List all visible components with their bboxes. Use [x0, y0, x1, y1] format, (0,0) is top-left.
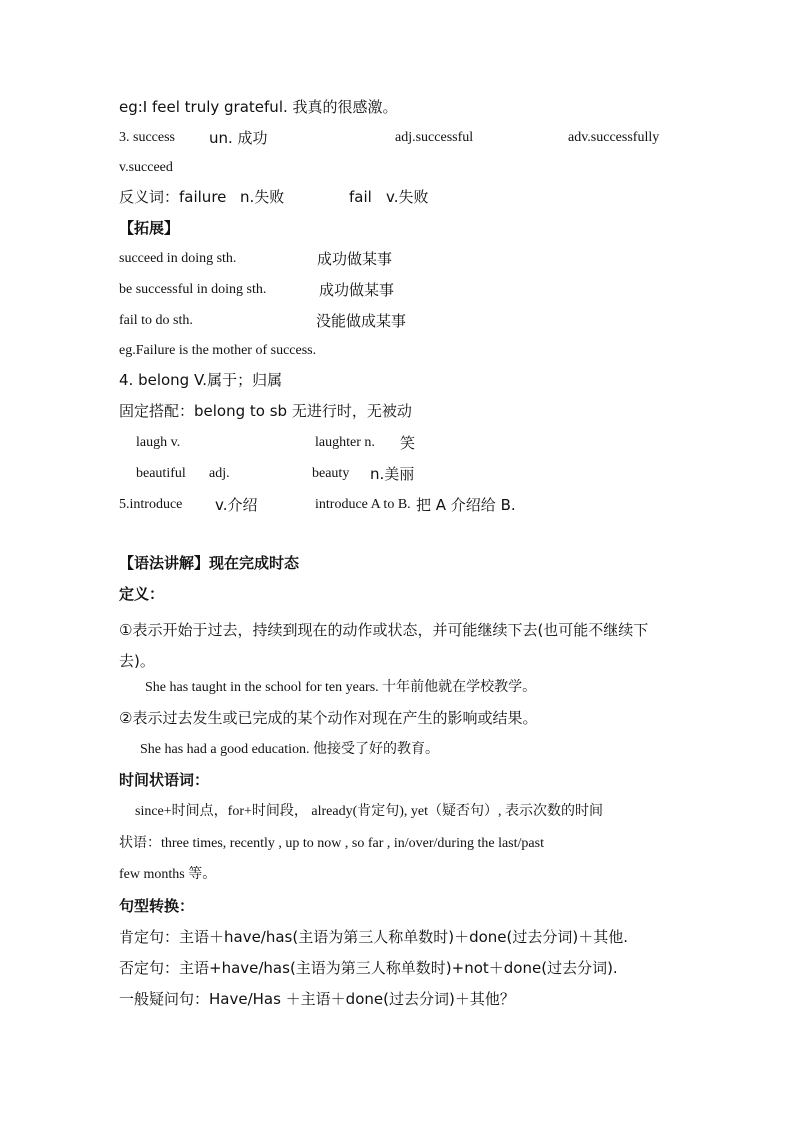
antonym-fail: fail [349, 188, 372, 206]
fixed-collocation: 固定搭配：belong to sb 无进行时，无被动 [119, 402, 412, 420]
phrase-zh: 没能做成某事 [316, 312, 407, 330]
antonym-failure: 反义词：failure [119, 188, 227, 206]
definition-two: ②表示过去发生或已完成的某个动作对现在产生的影响或结果。 [119, 709, 538, 727]
phrase-en: be successful in doing sth. [119, 282, 267, 297]
failure-meaning: n.失败 [240, 188, 285, 206]
time-adverbial-line-3: few months 等。 [119, 867, 217, 882]
affirmative-pattern: 肯定句：主语＋have/has(主语为第三人称单数时)＋done(过去分词)＋其他. [119, 928, 628, 946]
phrase-zh: 成功做某事 [317, 250, 393, 268]
section-extension: 【拓展】 [119, 219, 180, 237]
question-pattern: 一般疑问句：Have/Has ＋主语＋done(过去分词)＋其他？ [119, 990, 515, 1008]
laugh-verb: laugh v. [136, 435, 181, 450]
success-noun: un. 成功 [209, 129, 268, 147]
example-grateful: eg:I feel truly grateful. 我真的很感激。 [119, 98, 398, 116]
time-adverbial-line-2: 状语：three times, recently , up to now , so far , in/over/during the last/past [119, 836, 544, 851]
definition-one: ①表示开始于过去，持续到现在的动作或状态，并可能继续下去(也可能不继续下去)。 [119, 621, 649, 670]
definition-heading: 定义： [119, 585, 165, 603]
word-success: 3. success [119, 130, 175, 145]
example-failure: eg.Failure is the mother of success. [119, 343, 317, 358]
beautiful-pos: adj. [209, 466, 230, 481]
introduce-word: 5.introduce [119, 497, 183, 512]
time-adverbial-line-1: since+时间点，for+时间段， already(肯定句), yet（疑否句）, 表示次数的时间 [135, 804, 604, 819]
success-adj: adj.successful [395, 130, 474, 145]
beautiful-word: beautiful [136, 466, 186, 481]
introduce-meaning: v.介绍 [215, 496, 258, 514]
laughter-noun: laughter n. [315, 435, 375, 450]
success-adv: adv.successfully [568, 130, 660, 145]
beauty-word: beauty [312, 466, 350, 481]
fail-meaning: v.失败 [386, 188, 429, 206]
introduce-phrase-meaning: 把 A 介绍给 B. [416, 496, 516, 514]
example-taught: She has taught in the school for ten years. 十年前他就在学校教学。 [145, 680, 537, 695]
time-adverbial-heading: 时间状语词： [119, 771, 210, 789]
beauty-meaning: n.美丽 [370, 465, 415, 483]
negative-pattern: 否定句：主语+have/has(主语为第三人称单数时)+not＋done(过去分词). [119, 959, 618, 977]
sentence-pattern-heading: 句型转换： [119, 897, 195, 915]
laugh-meaning: 笑 [400, 434, 416, 452]
grammar-title: 【语法讲解】现在完成时态 [119, 554, 300, 572]
success-verb: v.succeed [119, 160, 173, 175]
example-education: She has had a good education. 他接受了好的教育。 [140, 742, 440, 757]
vocab-belong: 4. belong V.属于；归属 [119, 371, 283, 389]
introduce-phrase: introduce A to B. [315, 497, 411, 512]
phrase-en: succeed in doing sth. [119, 251, 237, 266]
phrase-zh: 成功做某事 [319, 281, 395, 299]
phrase-en: fail to do sth. [119, 313, 193, 328]
